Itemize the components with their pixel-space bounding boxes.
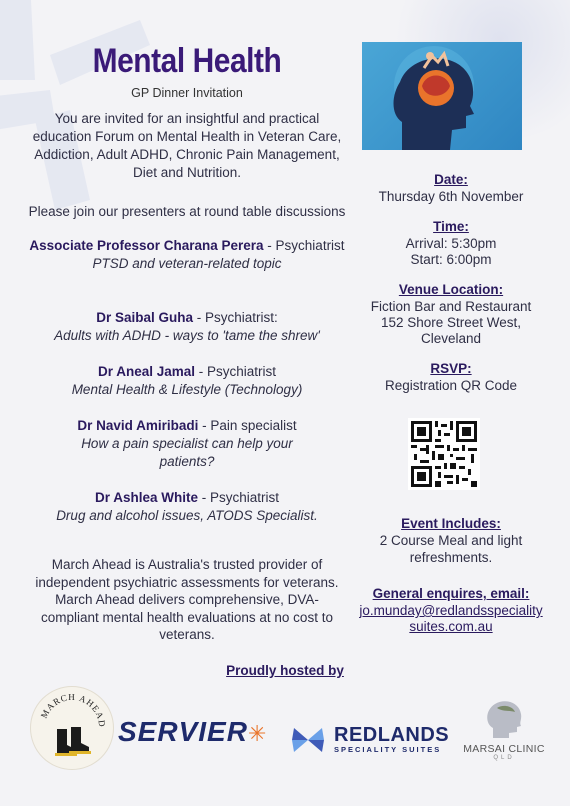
- presenter-role: - Psychiatrist:: [193, 310, 278, 325]
- page-title: Mental Health: [92, 42, 282, 80]
- march-ahead-logo: [30, 686, 114, 770]
- hero-image: [362, 42, 522, 150]
- presenter-5: [28, 489, 346, 525]
- servier-logo: [118, 716, 267, 748]
- enquiries-label: General enquires, email:: [372, 586, 530, 601]
- venue-suburb: Cleveland: [420, 331, 482, 346]
- redlands-butterfly-icon: [290, 722, 326, 758]
- boots-icon: [31, 687, 113, 769]
- venue-name: Fiction Bar and Restaurant: [370, 299, 532, 314]
- venue-label: Venue Location:: [398, 282, 504, 297]
- presenter-name: Associate Professor Charana Perera: [29, 238, 264, 253]
- date-label: Date:: [434, 172, 468, 187]
- presenter-role: - Psychiatrist: [195, 364, 277, 379]
- marsai-text: MARSAI CLINIC: [463, 743, 545, 755]
- march-ahead-text: MARCH AHEAD: [38, 691, 108, 729]
- join-text: Please join our presenters at round table discussions: [28, 204, 346, 219]
- presenter-name: Dr Ashlea White: [94, 490, 198, 505]
- qr-code-icon: [408, 418, 480, 490]
- presenter-name: Dr Navid Amiribadi: [77, 418, 199, 433]
- presenter-3: [28, 363, 346, 399]
- presenter-4: [28, 417, 346, 471]
- rsvp-label: RSVP:: [430, 361, 472, 376]
- intro-paragraph: You are invited for an insightful and practical education Forum on Mental Health in Veteran Care, Addiction, Adult ADHD, Chronic Pain Management, Diet and Nutrition.: [32, 111, 342, 180]
- svg-text:MARCH AHEAD: [39, 692, 108, 728]
- registration-qr-code[interactable]: [408, 418, 480, 490]
- presenter-topic: PTSD and veteran-related topic: [92, 256, 282, 271]
- head-profile-icon: [479, 698, 529, 738]
- presenter-topic: Drug and alcohol issues, ATODS Specialist.: [56, 508, 318, 523]
- presenter-role: - Psychiatrist: [198, 490, 280, 505]
- presenter-topic: Mental Health & Lifestyle (Technology): [71, 382, 303, 397]
- email-link-line1[interactable]: jo.munday@redlandsspeciality: [359, 603, 543, 618]
- includes-label: Event Includes:: [401, 516, 501, 531]
- subtitle: GP Dinner Invitation: [131, 86, 243, 100]
- arrival-time: Arrival: 5:30pm: [405, 236, 497, 251]
- presenter-role: - Psychiatrist: [263, 238, 345, 253]
- presenter-topic: How a pain specialist can help your patients?: [81, 436, 293, 469]
- marsai-clinic-logo: [458, 698, 550, 761]
- about-march-ahead: March Ahead is Australia's trusted provider of independent psychiatric assessments for veterans. March Ahead delivers comprehensive, DVA-compliant mental health evaluations at no cost to veterans.: [35, 557, 339, 642]
- presenter-topic: Adults with ADHD - ways to 'tame the shrew': [54, 328, 320, 343]
- includes-value: 2 Course Meal and light refreshments.: [379, 533, 523, 565]
- email-link-line2[interactable]: suites.com.au: [409, 619, 493, 634]
- redlands-logo-text: REDLANDS: [334, 724, 450, 746]
- marsai-subtitle: QLD: [493, 755, 515, 761]
- presenter-1: [28, 237, 346, 273]
- servier-star-icon: ✳: [247, 721, 268, 746]
- servier-text: SERVIER: [118, 716, 248, 747]
- presenter-role: - Pain specialist: [198, 418, 297, 433]
- presenter-name: Dr Aneal Jamal: [97, 364, 196, 379]
- start-time: Start: 6:00pm: [410, 252, 492, 267]
- venue-street: 152 Shore Street West,: [380, 315, 522, 330]
- presenter-2: [28, 309, 346, 345]
- time-label: Time:: [433, 219, 469, 234]
- head-silhouette-icon: [362, 42, 522, 150]
- redlands-subtitle: SPECIALITY SUITES: [334, 745, 442, 754]
- presenter-name: Dr Saibal Guha: [96, 310, 193, 325]
- date-value: Thursday 6th November: [378, 189, 524, 204]
- rsvp-value: Registration QR Code: [384, 378, 518, 393]
- hosted-by-heading: Proudly hosted by: [226, 663, 344, 678]
